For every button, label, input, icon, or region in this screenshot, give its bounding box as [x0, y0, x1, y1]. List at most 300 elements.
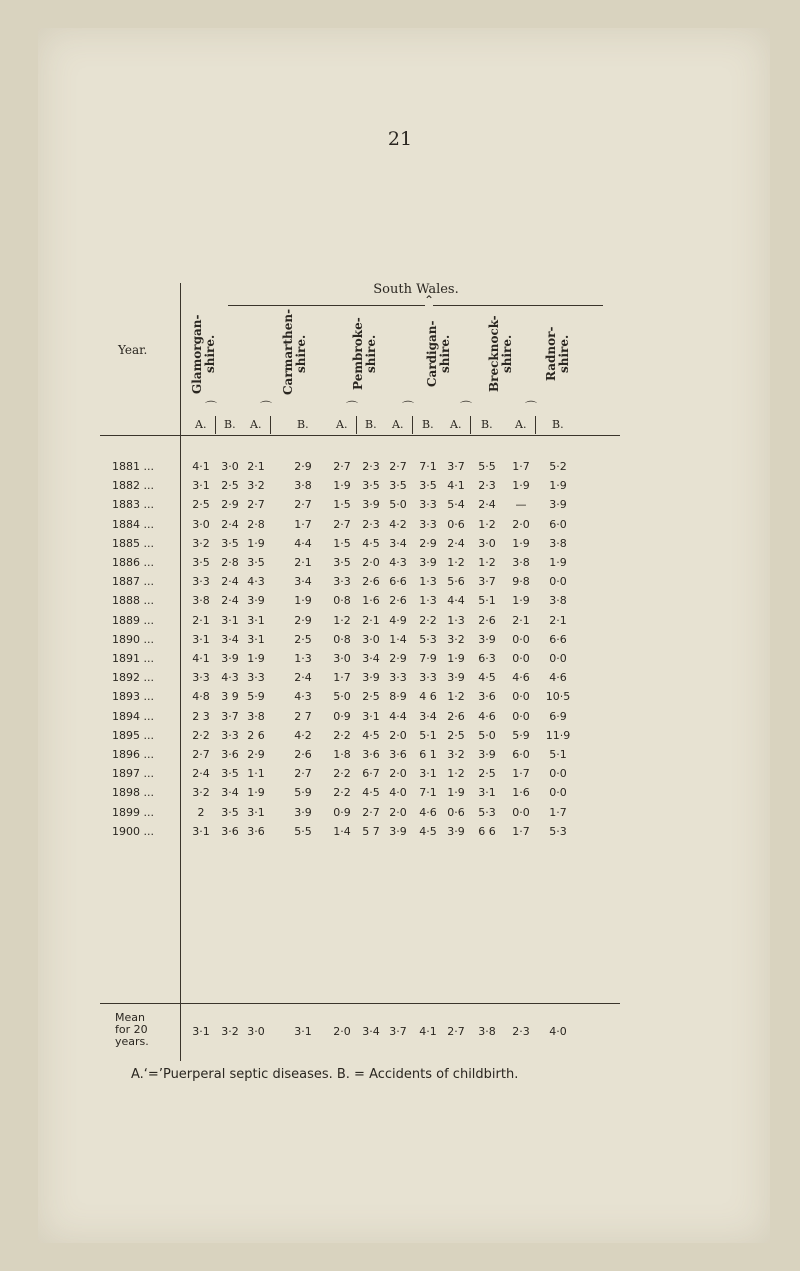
table-cell: 0·8	[333, 594, 351, 608]
table-cell: 3·1	[419, 767, 437, 781]
sub-column-divider	[470, 416, 471, 434]
table-cell: 1·9	[247, 652, 265, 665]
table-cell: 1·2	[333, 613, 351, 627]
row-year: 1882 ...	[112, 479, 154, 493]
table-cell: 0·0	[512, 709, 530, 723]
region-brace-left	[228, 305, 425, 306]
page-number: 21	[387, 128, 413, 150]
table-cell: 5·0	[478, 728, 496, 742]
county-brace: ⌒	[205, 400, 218, 414]
table-cell: 3·3	[419, 517, 437, 531]
sub-column-a: A.	[392, 418, 404, 431]
table-cell: 0·6	[447, 805, 465, 819]
table-cell: 3·2	[247, 479, 265, 493]
table-cell: 4·3	[294, 690, 312, 704]
table-cell: 2	[197, 805, 205, 819]
table-cell: 5·1	[478, 594, 496, 608]
table-cell: 4·3	[389, 556, 407, 569]
table-cell: 2·1	[549, 613, 567, 627]
table-cell: 2·7	[333, 460, 351, 473]
table-cell: 1·9	[512, 594, 530, 608]
sub-column-a: A.	[195, 418, 207, 431]
sub-column-b: B.	[422, 418, 434, 431]
table-cell: 1·4	[333, 824, 351, 838]
row-year: 1890 ...	[112, 632, 154, 646]
table-cell: 2·9	[419, 536, 437, 550]
table-cell: 3·6	[389, 748, 407, 761]
table-cell: 2·5	[362, 690, 380, 704]
table-cell: 3·2	[447, 748, 465, 761]
table-cell: 4·5	[362, 786, 380, 800]
region-brace-right	[433, 305, 603, 306]
table-cell: 4·5	[362, 536, 380, 550]
table-cell: 1·7	[549, 805, 567, 819]
table-cell: 3·3	[419, 498, 437, 512]
table-cell: 2·4	[221, 517, 239, 531]
table-cell: 1·3	[447, 613, 465, 627]
header-rule	[100, 435, 620, 436]
table-cell: 1·2	[447, 767, 465, 781]
table-cell: 3·9	[478, 748, 496, 761]
table-cell: 2 3	[192, 709, 210, 723]
table-cell: 1·8	[333, 748, 351, 761]
table-cell: 2·5	[447, 728, 465, 742]
table-cell: 0·0	[549, 767, 567, 781]
table-cell: 2·2	[333, 786, 351, 800]
table-cell: 4·2	[389, 517, 407, 531]
table-cell: 2·0	[512, 517, 530, 531]
table-cell: 1·3	[419, 594, 437, 608]
table-cell: 2·7	[192, 748, 210, 761]
table-cell: 4·9	[389, 613, 407, 627]
table-cell: 6·0	[512, 748, 530, 761]
table-cell: 3·9	[478, 632, 496, 646]
table-cell: 2·7	[294, 498, 312, 512]
mean-cell: 2·3	[512, 1025, 530, 1038]
year-header: Year.	[118, 343, 148, 357]
table-cell: 3·1	[247, 805, 265, 819]
row-year: 1885 ...	[112, 536, 154, 550]
table-cell: 1·2	[447, 556, 465, 569]
table-cell: 1·9	[512, 536, 530, 550]
sub-column-b: B.	[365, 418, 377, 431]
table-cell: 1·2	[478, 517, 496, 531]
table-cell: 2·4	[221, 575, 239, 589]
table-cell: 4·1	[192, 652, 210, 665]
table-cell: 4·4	[447, 594, 465, 608]
mean-cell: 4·1	[419, 1025, 437, 1038]
table-cell: 3·8	[549, 594, 567, 608]
table-cell: 5·6	[447, 575, 465, 589]
table-cell: 5·0	[333, 690, 351, 704]
row-year: 1888 ...	[112, 594, 154, 608]
table-cell: 2·4	[192, 767, 210, 781]
table-cell: 4·1	[447, 479, 465, 493]
table-cell: 2·4	[447, 536, 465, 550]
table-cell: 4·6	[549, 671, 567, 685]
table-cell: 0·8	[333, 632, 351, 646]
table-cell: 2·4	[478, 498, 496, 512]
table-cell: 1·5	[333, 498, 351, 512]
row-year: 1891 ...	[112, 652, 154, 665]
table-cell: 6 1	[419, 748, 437, 761]
mean-cell: 3·8	[478, 1025, 496, 1038]
table-cell: 6·0	[549, 517, 567, 531]
sub-column-a: A.	[515, 418, 527, 431]
table-cell: 2·7	[389, 460, 407, 473]
table-cell: 1·5	[333, 536, 351, 550]
table-cell: 3·0	[221, 460, 239, 473]
table-cell: 5·9	[294, 786, 312, 800]
table-cell: 6·7	[362, 767, 380, 781]
county-brace: ⌒	[346, 400, 359, 414]
table-cell: 3·9	[362, 498, 380, 512]
table-cell: 1·9	[447, 652, 465, 665]
table-cell: 10·5	[545, 690, 571, 704]
sub-column-divider	[535, 416, 536, 434]
year-column-border	[180, 283, 181, 1061]
county-brace: ⌒	[260, 400, 273, 414]
table-cell: 3·5	[221, 805, 239, 819]
table-cell: 4·5	[419, 824, 437, 838]
table-cell: 2·6	[447, 709, 465, 723]
mean-label	[115, 1012, 149, 1048]
table-cell: 2·6	[294, 748, 312, 761]
county-brace: ⌒	[460, 400, 473, 414]
table-cell: 0·0	[549, 575, 567, 589]
table-cell: 0·9	[333, 709, 351, 723]
table-cell: 2·9	[221, 498, 239, 512]
table-cell: 3·6	[362, 748, 380, 761]
table-cell: 1·7	[512, 460, 530, 473]
table-cell: 3·6	[221, 824, 239, 838]
table-cell: 2·5	[192, 498, 210, 512]
table-cell: 5 7	[362, 824, 380, 838]
table-cell: 3·9	[247, 594, 265, 608]
table-cell: 2·9	[247, 748, 265, 761]
table-cell: 5·9	[247, 690, 265, 704]
mean-label-line: years.	[115, 1035, 149, 1048]
table-cell: 2·1	[247, 460, 265, 473]
table-cell: 2·6	[478, 613, 496, 627]
table-cell: 3·1	[192, 824, 210, 838]
table-cell: 3·3	[192, 671, 210, 685]
table-cell: 3 9	[221, 690, 239, 704]
table-cell: 1·4	[389, 632, 407, 646]
table-cell: 4·6	[478, 709, 496, 723]
mean-cell: 2·7	[447, 1025, 465, 1038]
table-cell: 1·9	[247, 536, 265, 550]
sub-column-b: B.	[481, 418, 493, 431]
county-name: Carmarthen- shire.	[281, 308, 308, 395]
table-cell: 3·8	[549, 536, 567, 550]
table-cell: 1·9	[333, 479, 351, 493]
table-cell: 3·4	[362, 652, 380, 665]
table-cell: 3·0	[333, 652, 351, 665]
sub-column-divider	[270, 416, 271, 434]
row-year: 1895 ...	[112, 728, 154, 742]
region-brace-tip: ⌃	[424, 293, 435, 307]
row-year: 1889 ...	[112, 613, 154, 627]
county-name: Cardigan- shire.	[425, 320, 452, 388]
table-cell: 3·8	[247, 709, 265, 723]
mean-cell: 3·7	[389, 1025, 407, 1038]
table-cell: 1·9	[447, 786, 465, 800]
table-cell: 0·0	[512, 690, 530, 704]
table-cell: 1·2	[478, 556, 496, 569]
table-cell: 9·8	[512, 575, 530, 589]
table-cell: 3·8	[294, 479, 312, 493]
table-cell: 2·0	[389, 767, 407, 781]
sub-column-divider	[356, 416, 357, 434]
table-cell: 3·5	[221, 536, 239, 550]
table-cell: 2·2	[192, 728, 210, 742]
table-cell: 11·9	[545, 728, 571, 742]
sub-column-divider	[412, 416, 413, 434]
table-cell: 5·3	[549, 824, 567, 838]
table-cell: 1·9	[247, 786, 265, 800]
table-cell: 2 6	[247, 728, 265, 742]
table-cell: 6 6	[478, 824, 496, 838]
table-cell: 0·0	[512, 632, 530, 646]
row-year: 1892 ...	[112, 671, 154, 685]
table-cell: 3·9	[389, 824, 407, 838]
table-cell: 2·1	[512, 613, 530, 627]
sub-column-b: B.	[552, 418, 564, 431]
table-cell: 0·0	[512, 805, 530, 819]
county-name: Brecknock- shire.	[487, 315, 514, 393]
table-cell: 4·5	[478, 671, 496, 685]
table-cell: 4·0	[389, 786, 407, 800]
mean-label-line: for 20	[115, 1023, 148, 1036]
sub-column-b: B.	[224, 418, 236, 431]
table-cell: 3·4	[419, 709, 437, 723]
table-cell: 2·9	[389, 652, 407, 665]
table-cell: 2·2	[333, 767, 351, 781]
table-cell: 1·7	[512, 767, 530, 781]
table-cell: 2·7	[333, 517, 351, 531]
table-cell: 1·9	[549, 479, 567, 493]
table-cell: 2·5	[478, 767, 496, 781]
table-cell: 2 7	[294, 709, 312, 723]
table-cell: 2·5	[294, 632, 312, 646]
table-cell: 3·0	[362, 632, 380, 646]
table-cell: 3·1	[192, 632, 210, 646]
table-cell: 2·0	[389, 728, 407, 742]
table-cell: 2·3	[362, 517, 380, 531]
table-cell: 3·1	[192, 479, 210, 493]
row-year: 1900 ...	[112, 824, 154, 838]
row-year: 1894 ...	[112, 709, 154, 723]
table-cell: 2·0	[389, 805, 407, 819]
row-year: 1883 ...	[112, 498, 154, 512]
table-cell: 2·1	[192, 613, 210, 627]
table-cell: 3·1	[362, 709, 380, 723]
mean-label-line: Mean	[115, 1011, 145, 1024]
table-cell: 3·0	[192, 517, 210, 531]
table-cell: 3·3	[221, 728, 239, 742]
table-cell: 0·6	[447, 517, 465, 531]
table-cell: 1·9	[512, 479, 530, 493]
table-cell: 3·9	[362, 671, 380, 685]
table-cell: 2·1	[294, 556, 312, 569]
table-cell: 0·0	[549, 652, 567, 665]
table-cell: 3·6	[247, 824, 265, 838]
table-cell: 1·3	[294, 652, 312, 665]
table-cell: 4 6	[419, 690, 437, 704]
table-cell: 4·3	[221, 671, 239, 685]
table-cell: 3·9	[419, 556, 437, 569]
mean-cell: 3·2	[221, 1025, 239, 1038]
table-cell: 3·6	[221, 748, 239, 761]
table-cell: 5·1	[549, 748, 567, 761]
county-name: Pembroke- shire.	[351, 317, 378, 391]
table-cell: 2·1	[362, 613, 380, 627]
table-cell: 3·6	[478, 690, 496, 704]
table-cell: 2·7	[362, 805, 380, 819]
table-cell: 7·9	[419, 652, 437, 665]
table-cell: 3·3	[247, 671, 265, 685]
table-cell: 6·9	[549, 709, 567, 723]
table-cell: 1·9	[294, 594, 312, 608]
row-year: 1898 ...	[112, 786, 154, 800]
table-cell: 1·7	[512, 824, 530, 838]
table-cell: 3·9	[447, 671, 465, 685]
row-year: 1881 ...	[112, 460, 154, 473]
table-cell: 5·9	[512, 728, 530, 742]
table-cell: 2·9	[294, 613, 312, 627]
table-cell: 1·9	[549, 556, 567, 569]
table-cell: 3·7	[478, 575, 496, 589]
table-cell: 3·9	[549, 498, 567, 512]
table-cell: 3·1	[478, 786, 496, 800]
mean-cell: 4·0	[549, 1025, 567, 1038]
row-year: 1893 ...	[112, 690, 154, 704]
table-cell: 4·5	[362, 728, 380, 742]
table-cell: 7·1	[419, 460, 437, 473]
table-cell: 4·4	[294, 536, 312, 550]
table-cell: 0·0	[512, 652, 530, 665]
table-cell: 3·4	[221, 786, 239, 800]
sub-column-a: A.	[336, 418, 348, 431]
table-cell: 1·6	[512, 786, 530, 800]
county-brace: ⌒	[402, 400, 415, 414]
table-cell: 4·6	[512, 671, 530, 685]
table-cell: 3·9	[447, 824, 465, 838]
table-cell: 2·0	[362, 556, 380, 569]
table-cell: 3·1	[221, 613, 239, 627]
table-cell: 1·7	[294, 517, 312, 531]
table-cell: 7·1	[419, 786, 437, 800]
table-cell: 3·7	[221, 709, 239, 723]
table-cell: 2·5	[221, 479, 239, 493]
table-cell: 2·8	[247, 517, 265, 531]
sub-column-a: A.	[450, 418, 462, 431]
row-year: 1886 ...	[112, 556, 154, 569]
county-name: Radnor- shire.	[544, 326, 571, 382]
table-cell: 3·3	[333, 575, 351, 589]
region-title: South Wales.	[373, 282, 459, 297]
table-cell: 4·4	[389, 709, 407, 723]
table-cell: 2·7	[247, 498, 265, 512]
table-cell: 2·6	[389, 594, 407, 608]
table-cell: 2·4	[221, 594, 239, 608]
table-cell: 5·3	[419, 632, 437, 646]
table-cell: 0·0	[549, 786, 567, 800]
sub-column-a: A.	[250, 418, 262, 431]
table-cell: 2·4	[294, 671, 312, 685]
table-cell: 2·6	[362, 575, 380, 589]
row-year: 1896 ...	[112, 748, 154, 761]
table-cell: 3·4	[389, 536, 407, 550]
table-cell: 1·3	[419, 575, 437, 589]
table-cell: —	[515, 498, 527, 512]
table-cell: 3·5	[192, 556, 210, 569]
table-cell: 2·3	[362, 460, 380, 473]
table-cell: 4·3	[247, 575, 265, 589]
table-cell: 5·2	[549, 460, 567, 473]
table-cell: 4·2	[294, 728, 312, 742]
table-cell: 3·5	[362, 479, 380, 493]
table-cell: 3·5	[247, 556, 265, 569]
table-cell: 3·0	[478, 536, 496, 550]
mean-cell: 3·4	[362, 1025, 380, 1038]
table-cell: 2·7	[294, 767, 312, 781]
row-year: 1897 ...	[112, 767, 154, 781]
table-cell: 2·2	[419, 613, 437, 627]
mean-cell: 3·1	[192, 1025, 210, 1038]
row-year: 1884 ...	[112, 517, 154, 531]
table-cell: 3·3	[389, 671, 407, 685]
row-year: 1899 ...	[112, 805, 154, 819]
table-cell: 2·3	[478, 479, 496, 493]
row-year: 1887 ...	[112, 575, 154, 589]
table-cell: 3·1	[247, 613, 265, 627]
table-cell: 5·1	[419, 728, 437, 742]
table-cell: 0·9	[333, 805, 351, 819]
table-cell: 5·4	[447, 498, 465, 512]
table-cell: 8·9	[389, 690, 407, 704]
table-cell: 6·6	[389, 575, 407, 589]
mean-cell: 3·1	[294, 1025, 312, 1038]
table-cell: 3·8	[192, 594, 210, 608]
table-cell: 3·5	[419, 479, 437, 493]
table-cell: 3·5	[221, 767, 239, 781]
table-cell: 5·3	[478, 805, 496, 819]
table-cell: 5·5	[478, 460, 496, 473]
table-cell: 3·5	[389, 479, 407, 493]
table-cell: 3·5	[333, 556, 351, 569]
county-name: Glamorgan- shire.	[190, 314, 217, 394]
mean-rule	[100, 1003, 620, 1004]
sub-column-b: B.	[297, 418, 309, 431]
table-cell: 1·7	[333, 671, 351, 685]
table-cell: 5·5	[294, 824, 312, 838]
table-cell: 6·6	[549, 632, 567, 646]
table-cell: 2·8	[221, 556, 239, 569]
table-cell: 3·8	[512, 556, 530, 569]
table-cell: 3·9	[221, 652, 239, 665]
table-cell: 3·4	[294, 575, 312, 589]
table-cell: 3·1	[247, 632, 265, 646]
table-cell: 1·6	[362, 594, 380, 608]
footnote: A.‘=’Puerperal septic diseases. B. = Accidents of childbirth.	[131, 1067, 519, 1082]
table-cell: 1·1	[247, 767, 265, 781]
mean-cell: 2·0	[333, 1025, 351, 1038]
table-cell: 4·6	[419, 805, 437, 819]
table-cell: 3·3	[192, 575, 210, 589]
sub-column-divider	[215, 416, 216, 434]
